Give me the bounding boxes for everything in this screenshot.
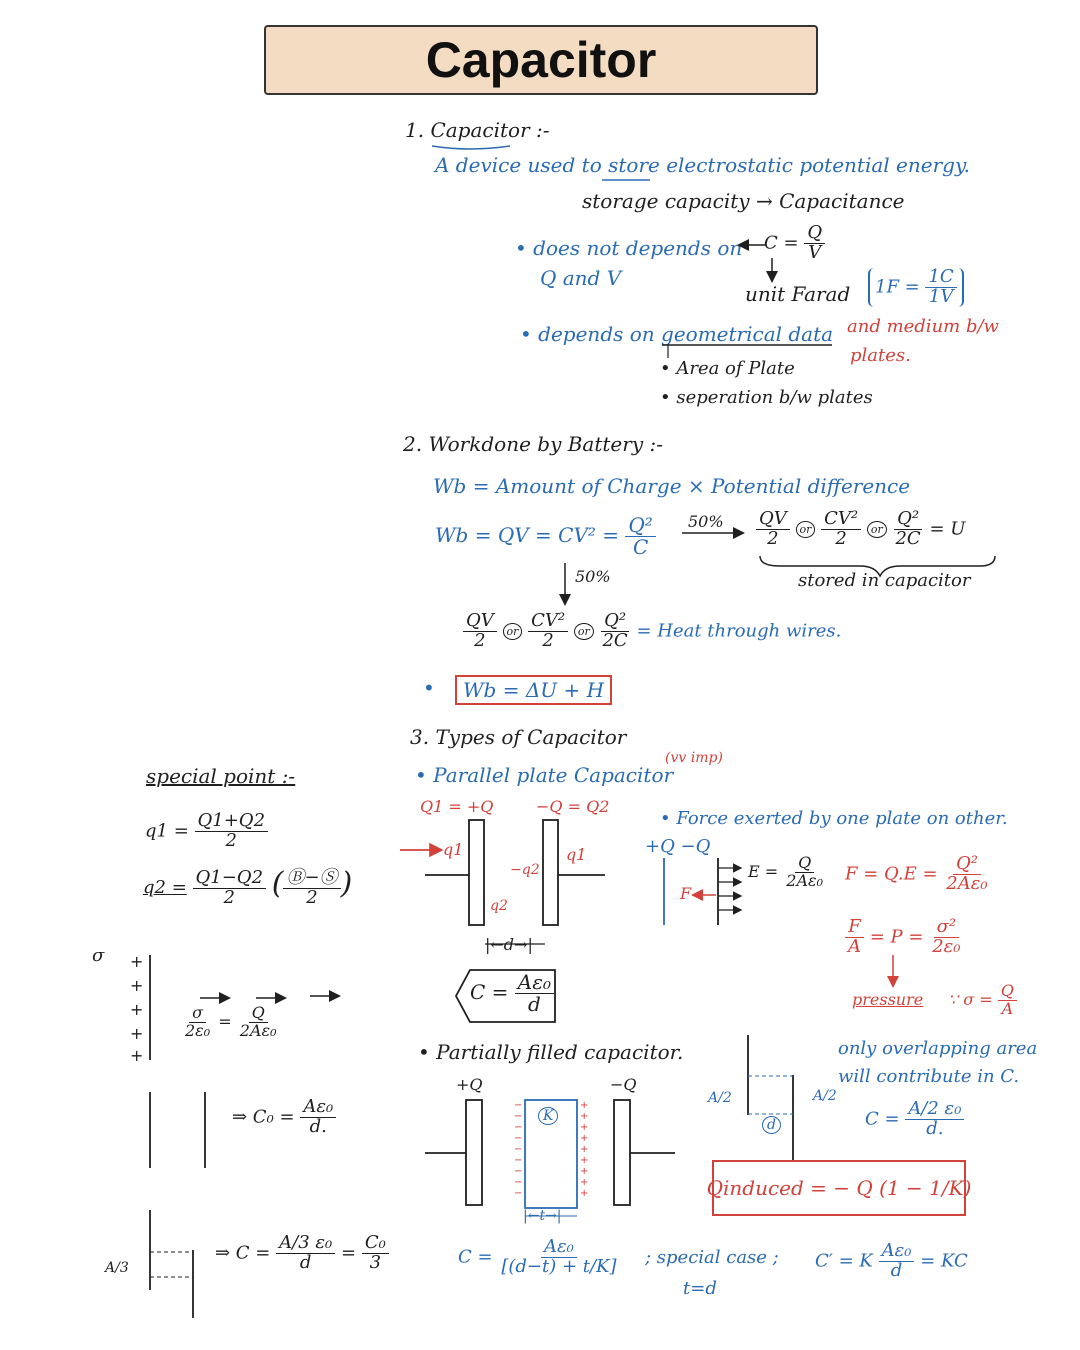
right-plate: [543, 820, 558, 925]
parallel-plate-label: • Parallel plate Capacitor: [415, 763, 674, 787]
plus-sign: +: [130, 1046, 144, 1065]
ov-den: d.: [926, 1117, 944, 1139]
induced-charge-formula: Qinduced = − Q (1 − 1/K): [706, 1176, 972, 1200]
left-plate: [469, 820, 484, 925]
cv-den: 2: [542, 629, 554, 651]
cv-num: CV²: [821, 510, 861, 530]
q2-plate-label: −Q = Q2: [536, 797, 610, 816]
q2-den: 2: [223, 886, 235, 908]
c-num: Q: [804, 224, 825, 244]
q1-plate-label: Q1 = +Q: [420, 797, 494, 816]
q2-formula: q2 = $\frac{Q1-Q2}{2}$ ( $\frac{Ⓑ-Ⓢ}{2}$ ): [143, 866, 353, 908]
qv-num: QV: [463, 612, 497, 632]
overlap-line-1: only overlapping area: [838, 1038, 1038, 1059]
p-den: 2ε₀: [932, 935, 961, 957]
plus-sign: +: [130, 1000, 144, 1019]
a-third-label: A/3: [105, 1260, 129, 1276]
page-title: Capacitor: [425, 32, 657, 88]
f2-num: Q: [249, 1005, 268, 1023]
partial-right-plate: [614, 1100, 630, 1205]
cv-num: CV²: [528, 612, 568, 632]
sigma-eq: ∵ σ =: [948, 989, 993, 1009]
dielectric-neg-charges: − − − − − − − − −: [514, 1100, 523, 1199]
overlap-line-2: will contribute in C.: [838, 1066, 1020, 1087]
q1-charge-right: q1: [566, 845, 587, 864]
sigma-symbol: σ: [92, 945, 105, 966]
p-lhs-num: F: [845, 918, 864, 938]
or-mark: or: [574, 623, 594, 640]
depends-line: • depends on geometrical data: [520, 322, 834, 346]
c3-den: d: [299, 1251, 312, 1273]
q2-num: Q²: [601, 612, 629, 632]
t-equals-d: t=d: [683, 1278, 717, 1299]
q2-paren-num: Ⓑ−Ⓢ: [283, 869, 340, 889]
q2-charge: q2: [490, 898, 508, 914]
minus-q-label: −Q: [610, 1075, 637, 1094]
cp-num: Aε₀: [879, 1242, 915, 1262]
special-case-label: ; special case ;: [645, 1247, 779, 1268]
plate-gap-label: |←d→|: [485, 935, 533, 954]
capacitor-definition: A device used to store electrostatic potential energy.: [435, 153, 970, 177]
sigma-field-formula: $\frac{\sigma}{\text{2ε₀}}$ = $\frac{Q}{\text{2Aε₀}}$: [182, 1005, 280, 1040]
q1-num: Q1+Q2: [195, 812, 269, 832]
heat-label: = Heat through wires.: [636, 620, 842, 642]
unit-eq: 1F =: [875, 276, 920, 298]
section-1-heading: 1. Capacitor :-: [405, 118, 550, 142]
c-eq-label: C =: [764, 232, 799, 254]
storage-capacity-line: storage capacity → Capacitance: [582, 189, 905, 213]
separation-bw-plates: • seperation b/w plates: [660, 387, 873, 408]
plus-sign: +: [130, 1024, 144, 1043]
fifty-percent-right: 50%: [688, 512, 724, 531]
not-depends-line-1: • does not depends on: [515, 236, 743, 260]
c3-den2: 3: [369, 1251, 382, 1273]
plus-sign: +: [130, 952, 144, 971]
formula-num: Aε₀: [515, 972, 554, 994]
vv-imp-label: (vv imp): [665, 750, 723, 766]
pressure-label: pressure: [852, 990, 924, 1009]
capacitor-underline: [432, 146, 510, 149]
formula-lhs: C =: [470, 980, 509, 1004]
q2-num: Q1−Q2: [193, 869, 267, 889]
co-den: d.: [309, 1115, 327, 1137]
q1-charge-left: q1: [443, 840, 464, 859]
f-eq: F = Q.E =: [845, 863, 938, 885]
c-den: V: [808, 241, 822, 263]
f-num: Q²: [953, 855, 981, 875]
workdone-definition: Wb = Amount of Charge × Potential difference: [433, 474, 911, 498]
f1-den: 2ε₀: [185, 1020, 211, 1040]
pc-den: [(d−t) + t/K]: [501, 1255, 617, 1277]
stored-brace: [760, 556, 995, 576]
e-den: 2Aε₀: [786, 870, 823, 890]
wb-den: C: [632, 535, 649, 559]
dielectric-slab: [525, 1100, 577, 1208]
cp-rhs: = KC: [920, 1250, 968, 1272]
medium-line-2: plates.: [850, 345, 911, 366]
not-depends-line-2: Q and V: [540, 266, 622, 290]
f-den: 2Aε₀: [946, 872, 988, 894]
section-3-heading: 3. Types of Capacitor: [410, 725, 627, 749]
gap-d-label: d: [762, 1116, 781, 1134]
c3-eq: =: [340, 1242, 357, 1264]
q2-den: 2C: [895, 527, 921, 549]
co-lhs: ⇒ C₀ =: [232, 1106, 295, 1128]
stored-in-capacitor: stored in capacitor: [798, 570, 971, 591]
e-eq: E =: [748, 861, 779, 881]
special-point-heading: special point :-: [146, 764, 296, 788]
bullet-dot: •: [423, 676, 435, 700]
ov-lhs: C =: [865, 1108, 900, 1130]
pc-num: Aε₀: [541, 1238, 577, 1258]
p-eq: = P =: [869, 926, 924, 948]
q2-lhs: q2 =: [143, 877, 187, 898]
formula-den: d: [527, 992, 541, 1016]
or-mark: or: [503, 623, 523, 640]
force-f-label: F: [680, 884, 692, 903]
wb-eq: Wb = QV = CV² =: [435, 523, 620, 547]
neg-q2-charge: −q2: [510, 862, 540, 878]
q2-paren-den: 2: [306, 886, 318, 908]
unit-label: unit Farad: [745, 282, 851, 306]
p-num: σ²: [934, 918, 960, 938]
workdone-boxed: Wb = ΔU + H: [455, 675, 612, 705]
e-num: Q: [795, 855, 814, 873]
qv-den: 2: [474, 629, 486, 651]
medium-line-1: and medium b/w: [847, 316, 999, 337]
qv-num: QV: [756, 510, 790, 530]
f1-num: σ: [189, 1005, 206, 1023]
plus-q-label: +Q: [456, 1075, 483, 1094]
ov-num: A/2 ε₀: [905, 1100, 964, 1120]
or-mark: or: [867, 521, 887, 538]
c3-num2: C₀: [362, 1234, 389, 1254]
sigma-den: A: [1001, 998, 1014, 1018]
unit-num: 1C: [925, 268, 956, 288]
pc-lhs: C =: [458, 1246, 493, 1268]
partial-left-plate: [466, 1100, 482, 1205]
cp-den: d: [890, 1259, 903, 1281]
fifty-percent-down: 50%: [575, 567, 611, 586]
formula-tag-box: [456, 970, 555, 1022]
q2-den: 2C: [602, 629, 628, 651]
a-half-left: A/2: [708, 1090, 732, 1106]
q1-lhs: q1 =: [145, 820, 189, 842]
force-heading: • Force exerted by one plate on other.: [660, 808, 1008, 829]
eq-u: = U: [929, 518, 966, 540]
partially-filled-heading: • Partially filled capacitor.: [418, 1040, 684, 1064]
thickness-label: |←t→|: [523, 1208, 562, 1224]
p-lhs-den: A: [848, 935, 861, 957]
c3-num: A/3 ε₀: [276, 1234, 335, 1254]
unit-den: 1V: [928, 285, 954, 307]
q1-den: 2: [225, 829, 237, 851]
co-num: Aε₀: [300, 1098, 336, 1118]
dielectric-k-label: K: [538, 1107, 558, 1125]
wb-num: Q²: [625, 515, 655, 537]
sigma-num: Q: [998, 983, 1017, 1001]
qv-den: 2: [767, 527, 779, 549]
cv-den: 2: [835, 527, 847, 549]
c-prime: C′ = K: [815, 1250, 873, 1272]
c3-lhs: ⇒ C =: [215, 1242, 271, 1264]
f2-den: 2Aε₀: [239, 1020, 277, 1040]
or-mark: or: [796, 521, 816, 538]
area-of-plate: • Area of Plate: [660, 358, 795, 379]
section-2-heading: 2. Workdone by Battery :-: [403, 432, 663, 456]
plus-minus-q: +Q −Q: [645, 836, 711, 857]
dielectric-pos-charges: + + + + + + + + +: [580, 1100, 589, 1199]
plus-sign: +: [130, 976, 144, 995]
q2-num: Q²: [894, 510, 922, 530]
a-half-right: A/2: [813, 1088, 837, 1104]
